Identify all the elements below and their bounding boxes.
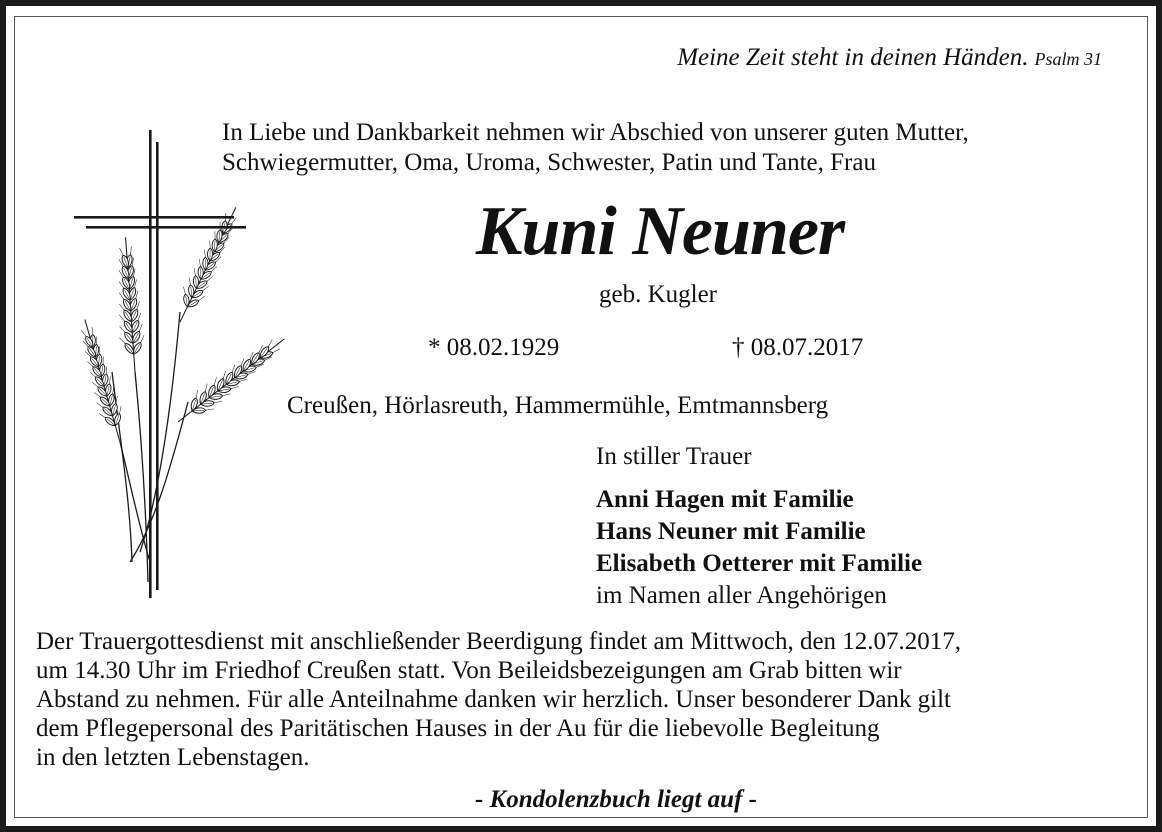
service-line: um 14.30 Uhr im Friedhof Creußen statt. Von Beileidsbezeigungen am Grab bitten wir: [36, 657, 902, 684]
service-line: Der Trauergottesdienst mit anschließender Beerdigung findet am Mittwoch, den 12.07.2017,: [36, 628, 962, 655]
condolence-book-note: - Kondolenzbuch liegt auf -: [475, 786, 757, 813]
maiden-name: geb. Kugler: [598, 281, 718, 308]
service-announcement: [36, 627, 961, 772]
mourner-family: Elisabeth Oetterer mit Familie: [596, 550, 923, 577]
service-line: dem Pflegepersonal des Paritätischen Hauses in der Au für die liebevolle Begleitung: [36, 715, 880, 742]
intro-line: Schwiegermutter, Oma, Uroma, Schwester, Patin und Tante, Frau: [222, 149, 876, 176]
places-line: Creußen, Hörlasreuth, Hammermühle, Emtmannsberg: [287, 392, 829, 419]
motto-reference: Psalm 31: [1034, 49, 1102, 69]
cross-with-wheat-icon: [60, 122, 300, 602]
service-line: in den letzten Lebenstagen.: [36, 744, 310, 771]
mourners-label: In stiller Trauer: [596, 443, 752, 470]
mourners-closing: im Namen aller Angehörigen: [596, 582, 887, 609]
service-line: Abstand zu nehmen. Für alle Anteilnahme danken wir herzlich. Unser besonderer Dank gilt: [36, 686, 952, 713]
death-date: † 08.07.2017: [732, 334, 864, 361]
birth-date: * 08.02.1929: [428, 334, 560, 361]
mourner-family: Hans Neuner mit Familie: [596, 518, 866, 545]
intro-line: In Liebe und Dankbarkeit nehmen wir Abschied von unserer guten Mutter,: [222, 119, 969, 146]
psalm-motto: [677, 44, 1102, 72]
motto-text: Meine Zeit steht in deinen Händen.: [677, 44, 1029, 71]
mourners-list: [596, 484, 922, 612]
mourner-family: Anni Hagen mit Familie: [596, 486, 854, 513]
deceased-name: Kuni Neuner: [475, 193, 845, 270]
intro-text: [222, 118, 969, 178]
